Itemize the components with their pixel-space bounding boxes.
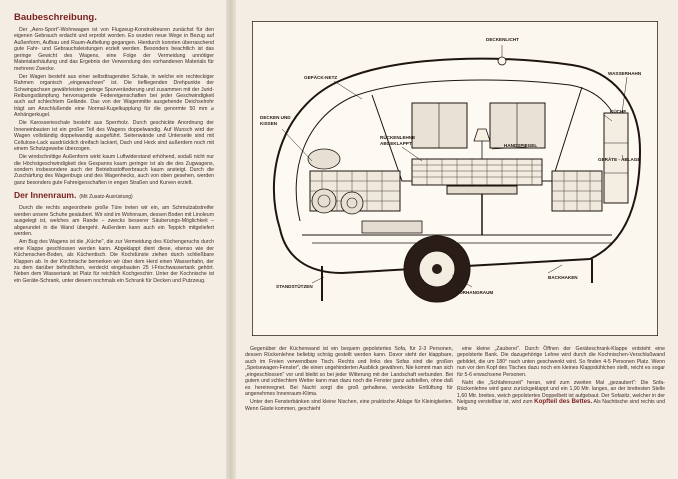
middle-column: [245, 346, 453, 414]
paragraph: [457, 380, 665, 412]
suitcase: [362, 221, 422, 233]
paragraph: Der Wagen besteht aus einer selbsttragenden Schale, in welche ein rechteckiger Rahmen organisch „eingewachsen" ist. Die tiefliegenden Drehpunkte der Schwingachsen gewährleisten geringe Spurveränderung und zusammen mit der Jurid-Reibungsdämpfung hervorragende Federeigenschaften bei jeder Geschwindigkeit auch auf schlechtem Gelände. Das von der Wagenmitte ausgehende Deichselrohr trägt am Anschlußende eine Normal-Kugelkupplung für die genormte 50 mm ⌀ Anhängerkugel.: [14, 73, 214, 119]
heading-text: Der Innenraum.: [14, 190, 77, 201]
text-run: Naht die „Schlafenszeit" heran, wird zum zweiten Mal „gezaubert": Die Sofa-Rückenlehne wird ganz zurückgeklappt und ein 1,90 Mtr. langes, an der breitesten Stelle 1,60 Mtr. breites, weich gepolstertes Doppelbett ist aufgebaut. Der Sofasitz, welcher in der Neigung verstellbar ist, wird zum: [457, 379, 665, 406]
paragraph: Durch die rechts angeordnete große Türe treten wir ein, am Schmutzabstreifer werden unsere Schuhe gesäubert. Wir sind im Wohnraum, dessen Boden mit Linoleum ausgelegt ist, welches am Rande – zwecks besserer Säuberungs-Möglichkeit – abgerundet in die Wand übergeht. Außerdem kann auch ein Teppich mitgeliefert werden.: [14, 205, 215, 238]
paragraph: Unter den Fensterbänken sind kleine Nischen, eine praktische Ablage für Kleinigkeiten. Wenn Gäste kommen, geschieht: [245, 399, 453, 412]
caravan-drawing: [252, 21, 658, 336]
ceiling-light-icon: [498, 57, 506, 65]
cushion: [308, 149, 340, 169]
paragraph: Die windschnittige Außenform wirkt kaum Luftwiderstand erhöhend, sodaß nicht nur die Höchstgeschwindigkeit des Gespanns kaum geringer ist als die des Zugwagens, sondern insbesondere auch der Betriebsstoffverbrauch kaum ansteigt. Durch die Zuschärfung des Wagenbugs und des Wagenhecks, auch von oben gesehen, werden ganz besonders gute Fahreigenschaften in engen Straßen und Kurven erzielt.: [14, 154, 214, 186]
paragraph: Der „Aero-Sport"-Wohnwagen ist von Flugzeug-Konstrukteuren zunächst für den eigenen Gebrauch erdacht und erprobt worden. Es wurden neue Wege in Bezug auf Außenform, Aufbau und Raum-Aufteilung gegangen. Hierdurch konnten überraschend gute Fahr- und Gebrauchsleistungen erzielt werden. Besonders beachtlich ist das geringe Gewicht des Wagens, eine Folge der Vermeidung unnötiger Materialanhäufung und das Ergebnis der Verwendung des vorhandenen Materials für mehrerei Zwecke.: [14, 27, 214, 72]
left-column: [14, 12, 214, 286]
text-run: Als Nachtische sind rechts und links: [457, 399, 665, 412]
cutaway-illustration: [252, 21, 658, 336]
table-top: [447, 186, 517, 194]
label-abgeklappt: ABGEKLAPPT: [380, 141, 412, 146]
section-heading: Baubeschreibung.: [14, 12, 97, 23]
label-backhaken: BACKHAKEN: [548, 275, 578, 280]
rolled-blanket: [312, 189, 336, 213]
heading-note: (Mit Zusatz-Ausrüstung): [79, 194, 133, 201]
right-bench: [552, 171, 602, 211]
right-column: [457, 346, 665, 414]
paragraph: Am Bug des Wagens ist die „Küche", die zur Vermeidung des Küchengeruchs durch eine Klappe geschlossen werden kann. Abgeklappt dient diese, ebenso wie der Küchenschen-Boden, als Küchentisch. Die Kochdünste ziehen durch schließbare Klappen ab. In der Kochnische bemerken wir über dem Herd einen Wasserhahn, der zu dem darüber befindlichen, verdeckt eingebauten 25 l-Frischwassertank gehört. Neben dem Wassertank ist Platz für reichlich Kochgeschirr. Unter der Kochnische ist ein Geräte-Schrank, unter diesem nochmals ein Schrank für Decken und Putzzeug.: [14, 239, 214, 284]
paragraph: eine kleine „Zauberei". Durch Öffnen der Geräteschrank-Klappe entsteht eine gepolsterte Bank. Die dazugehörige Lehne wird durch die Kochnischen-Verschlußwand gebildet, die um 180° nach unten geschwenkt wird. So finden 4-5 Personen Platz. Wenn nun vor den Kopf des Tisches dazu noch ein kleines Klappstühlchen stellt, reicht es sogar für 5-6 erwachsene Personen.: [457, 346, 665, 378]
label-wasserhahn: WASSERHAHN: [608, 71, 642, 76]
section-heading-2: [14, 190, 214, 202]
label-handspiegel: HANDSPIEGEL: [504, 143, 538, 148]
label-decken: DECKEN UND: [260, 115, 291, 120]
label-gepaeck: GEPÄCK-NETZ: [304, 75, 338, 80]
label-stand: STANDSTÜTZEN: [276, 284, 313, 289]
bold-phrase: Kopfteil des Bettes.: [534, 398, 593, 406]
label-ruecken: RÜCKENLEHNE: [380, 135, 416, 140]
label-vorhang: VORHANGRAUM: [456, 290, 494, 295]
paragraph: Gegenüber der Küchenwand ist ein bequem gepolstertes Sofa, für 2-3 Personen, dessen Rückenlehne beliebig schräg gestellt werden kann. Davor steht der klappbare, auch im Freien verwendbare Tisch. Rechts und links des Sofas sind die großen „Speisewagen-Fenster", die einen ungehinderten Ausblick gewähren. Nie kommt man sich „eingeschlossen" vor und bleibt so bei jeder Witterung mit der Landschaft verbunden. Bei gutem und schlechtem Wetter kann man dazu noch die Fenster ganz aufstellen, ohne daß es hereinregnet. Bei Nacht sorgt die groß gehaltene, verdeckte Entlüftung für angenehmes Innenraum-Klima.: [245, 346, 453, 398]
label-kissen: KISSEN: [260, 121, 278, 126]
sofa: [412, 159, 542, 185]
rolled-blanket: [341, 192, 363, 214]
label-deckenlicht: DECKENLICHT: [486, 37, 519, 42]
window-right: [490, 103, 545, 148]
window-left: [412, 103, 467, 148]
label-geraete: GERÄTE - ABLAGE: [598, 157, 641, 162]
paragraph: Die Karosserieschale besteht aus Sperrholz. Durch geschickte Anordnung der Inneneinbauten ist ein großer Teil des Wagens doppelwandig. Auf Wunsch wird der Wagen vollständig doppelwandig ausgeführt. Seitenwände und Unterseite sind mit Cellulose-Lack ausdrücklich dreifach lackiert, Dach und Heck sind außerdem noch mit einem Schutzgewebe überzogen.: [14, 120, 214, 153]
page-gutter: [226, 0, 236, 479]
label-kueche: KÜCHE: [610, 109, 627, 114]
